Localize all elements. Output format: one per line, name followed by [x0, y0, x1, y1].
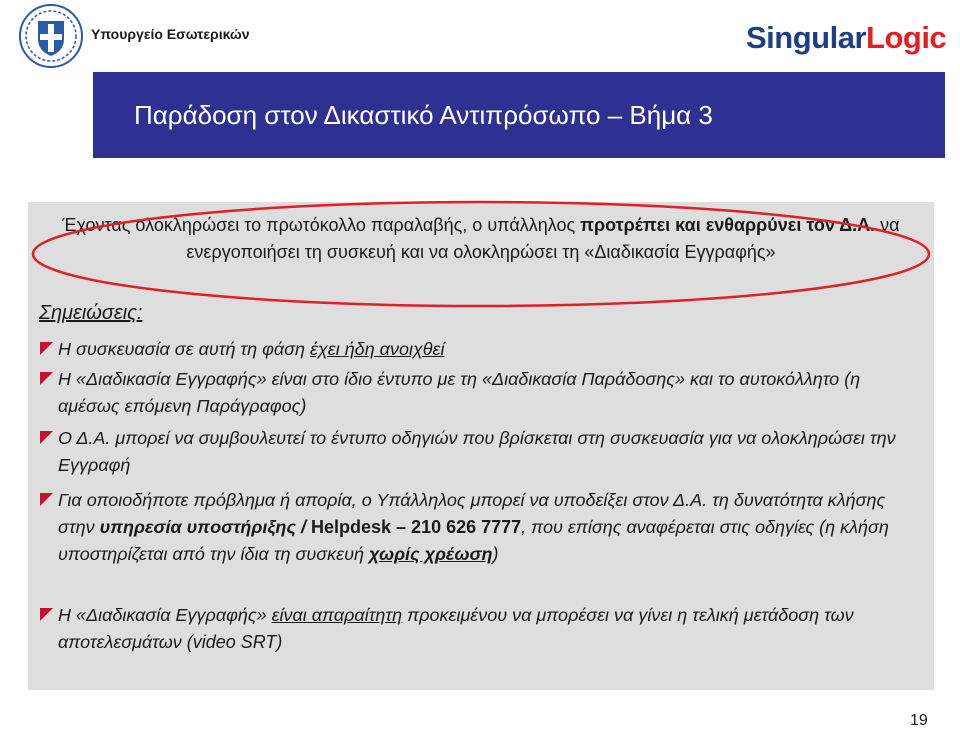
intro-text-2: να ενεργοποιήσει τη συσκευή και να ολοκληρώσει τη «Διαδικασία Εγγραφής»: [186, 215, 900, 262]
bullet-5-text-1: Η «Διαδικασία Εγγραφής»: [58, 605, 272, 625]
ministry-name: Υπουργείο Εσωτερικών: [91, 26, 250, 42]
list-item: [40, 366, 920, 420]
bullet-marker-icon: [40, 372, 53, 385]
singularlogic-logo: [746, 20, 946, 56]
bullet-4-text-1: Για οποιοδήποτε πρόβλημα ή απορία, ο Υπάλληλος μπορεί να υποδείξει στον Δ.Α. τη δυνατότητα κλήσης στην: [58, 490, 886, 537]
bullet-5-underlined: είναι απαραίτητη: [271, 605, 403, 625]
bullet-marker-icon: [40, 431, 53, 444]
notes-heading: Σημειώσεις:: [39, 302, 143, 324]
list-item: [40, 336, 920, 363]
page-number: 19: [910, 712, 928, 729]
bullet-4-text-3: , που επίσης αναφέρεται στις οδηγίες (η κλήση υποστηρίζεται από την ίδια τη συσκευή: [58, 517, 889, 564]
bullet-5-text-2: προκειμένου να μπορέσει να γίνει η τελική μετάδοση των αποτελεσμάτων (video SRT): [58, 605, 854, 652]
top-header: [0, 0, 960, 72]
brand-part2: Logic: [866, 20, 947, 55]
bullet-marker-icon: [40, 608, 53, 621]
bullet-4-bold-1: υπηρεσία υποστήριξης: [99, 517, 296, 537]
slide-title: Παράδοση στον Δικαστικό Αντιπρόσωπο – Βήμα 3: [134, 100, 713, 130]
bullet-2-text: Η «Διαδικασία Εγγραφής» είναι στο ίδιο έντυπο με τη «Διαδικασία Παράδοσης» και το αυτοκόλλητο (η αμέσως επόμενη Παράγραφος): [58, 369, 861, 416]
title-band: [93, 72, 945, 158]
bullet-marker-icon: [40, 342, 53, 355]
list-item: [40, 487, 920, 568]
bullet-text: [40, 487, 920, 568]
intro-text-1: Έχοντας ολοκληρώσει το πρωτόκολλο παραλαβής, ο υπάλληλος: [62, 215, 581, 235]
bullet-4-bold-2: Helpdesk – 210 626 7777: [311, 517, 522, 537]
bullet-4-text-4: ): [492, 544, 499, 564]
bullet-1-text: Η συσκευασία σε αυτή τη φάση: [58, 339, 311, 359]
bullet-4-text-2: /: [296, 517, 312, 537]
greek-coat-of-arms-icon: [18, 3, 84, 69]
list-item: [40, 602, 920, 656]
bullet-1-underlined: έχει ήδη ανοιχθεί: [310, 339, 445, 359]
bullet-text: [40, 336, 920, 363]
list-item: [40, 425, 920, 479]
bullet-marker-icon: [40, 493, 53, 506]
bullet-4-bold-3: χωρίς χρέωση: [368, 544, 493, 564]
intro-text-bold: προτρέπει και ενθαρρύνει τον Δ.Α.: [580, 215, 876, 235]
highlight-ellipse: [30, 198, 932, 310]
bullet-3-text: Ο Δ.Α. μπορεί να συμβουλευτεί το έντυπο οδηγιών που βρίσκεται στη συσκευασία για να ολοκληρώσει την Εγγραφή: [58, 428, 896, 475]
bullet-text: [40, 602, 920, 656]
brand-part1: Singular: [746, 20, 867, 55]
